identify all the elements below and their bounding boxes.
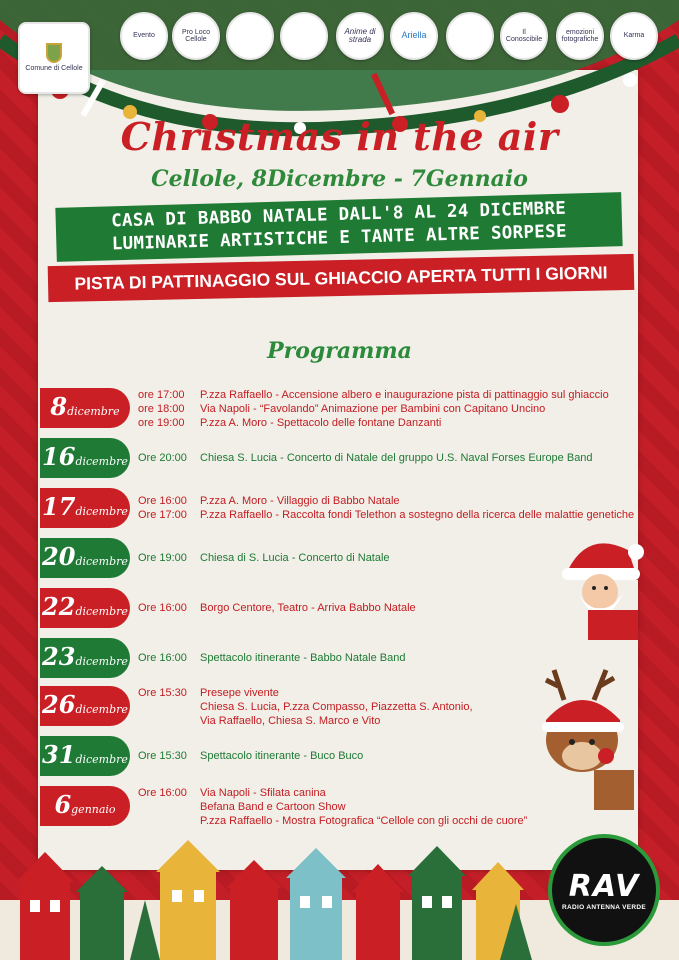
event-description: Via Raffaello, Chiesa S. Marco e Vito	[200, 715, 381, 727]
event-time: Ore 15:30	[138, 687, 187, 699]
date-month: dicembre	[75, 655, 128, 668]
date-month: dicembre	[75, 455, 128, 468]
event-line	[138, 416, 609, 430]
event-description: P.zza Raffaello - Accensione albero e inaugurazione pista di pattinaggio sul ghiaccio	[200, 389, 609, 401]
event-line	[138, 508, 634, 522]
event-details	[138, 749, 363, 763]
event-line	[138, 651, 405, 665]
event-description: Via Napoli - “Favolando” Animazione per Bambini con Capitano Uncino	[200, 403, 546, 415]
date-month: gennaio	[71, 803, 116, 816]
logo-comune	[18, 22, 90, 94]
logo-text: Comune di Cellole	[25, 65, 83, 73]
event-details	[138, 651, 405, 665]
event-description: P.zza A. Moro - Villaggio di Babbo Natale	[200, 495, 400, 507]
event-details	[138, 601, 416, 615]
date-day: 26	[42, 690, 76, 719]
event-details	[138, 451, 593, 465]
date-day: 23	[42, 642, 76, 671]
date-month: dicembre	[75, 555, 128, 568]
event-description: Chiesa S. Lucia, P.zza Compasso, Piazzetta S. Antonio,	[200, 701, 473, 713]
date-month: dicembre	[75, 505, 128, 518]
event-time: ore 18:00	[138, 403, 185, 415]
date-pill	[40, 588, 130, 628]
event-time: Ore 15:30	[138, 750, 187, 762]
event-time: Ore 17:00	[138, 509, 187, 521]
date-day: 31	[42, 740, 76, 769]
logo-11	[610, 12, 658, 60]
logo-text: Pro Loco Cellole	[181, 28, 211, 43]
date-day: 20	[42, 542, 76, 571]
logo-7	[390, 12, 438, 60]
event-line	[138, 551, 390, 565]
reindeer-illustration	[524, 660, 644, 810]
event-time	[138, 700, 200, 714]
rav-logo	[548, 834, 660, 946]
logo-9	[500, 12, 548, 60]
event-line	[138, 714, 473, 728]
event-time: Ore 16:00	[138, 787, 187, 799]
date-month: dicembre	[75, 753, 128, 766]
event-line	[138, 800, 527, 814]
event-line	[138, 814, 527, 828]
logo-text: Anime di strada	[344, 26, 376, 44]
logo-4	[226, 12, 274, 60]
date-pill	[40, 438, 130, 478]
event-description: P.zza Raffaello - Mostra Fotografica “Cellole con gli occhi de cuore”	[200, 815, 528, 827]
event-details	[138, 494, 634, 522]
event-time	[138, 714, 200, 728]
event-line	[138, 700, 473, 714]
event-description: Chiesa S. Lucia - Concerto di Natale del gruppo U.S. Naval Forses Europe Band	[200, 452, 593, 464]
logo-5	[280, 12, 328, 60]
event-details	[138, 686, 473, 728]
logo-10	[556, 12, 604, 60]
event-time: Ore 19:00	[138, 552, 187, 564]
event-time: Ore 16:00	[138, 652, 187, 664]
event-description: Chiesa di S. Lucia - Concerto di Natale	[200, 552, 390, 564]
event-line	[138, 786, 527, 800]
event-description: Befana Band e Cartoon Show	[200, 801, 346, 813]
date-pill	[40, 488, 130, 528]
date-day: 16	[42, 442, 76, 471]
logo-3	[172, 12, 220, 60]
logo-text: Karma	[623, 32, 645, 40]
banner-green-line-1: CASA DI BABBO NATALE DALL'8 AL 24 DICEMBRE	[110, 198, 567, 232]
event-line	[138, 749, 363, 763]
date-month: dicembre	[67, 405, 120, 418]
date-pill	[40, 786, 130, 826]
event-time	[138, 814, 200, 828]
event-time	[138, 800, 200, 814]
programma-heading: Programma	[267, 338, 412, 364]
event-line	[138, 494, 634, 508]
date-month: dicembre	[75, 703, 128, 716]
banner-green-line-2: LUMINARIE ARTISTICHE E TANTE ALTRE SORPESE	[111, 221, 568, 255]
santa-illustration	[548, 530, 648, 640]
event-details	[138, 786, 527, 828]
logo-2	[120, 12, 168, 60]
event-details	[138, 388, 609, 430]
date-day: 8	[50, 392, 68, 421]
event-description: Borgo Centore, Teatro - Arriva Babbo Natale	[200, 602, 416, 614]
poster-title: Christmas in the air	[120, 114, 559, 159]
date-day: 22	[42, 592, 76, 621]
sponsor-logos	[0, 12, 679, 82]
event-time: ore 19:00	[138, 417, 185, 429]
poster-subtitle: Cellole, 8Dicembre - 7Gennaio	[151, 166, 528, 192]
event-line	[138, 451, 593, 465]
logo-8	[446, 12, 494, 60]
date-day: 17	[42, 492, 76, 521]
logo-text: Il Conoscibile	[505, 28, 543, 43]
event-description: Spettacolo itinerante - Buco Buco	[200, 750, 364, 762]
date-pill	[40, 736, 130, 776]
date-pill	[40, 638, 130, 678]
logo-text: Ariella	[401, 30, 427, 41]
date-day: 6	[54, 790, 72, 819]
date-pill	[40, 686, 130, 726]
event-time: Ore 16:00	[138, 602, 187, 614]
event-description: Via Napoli - Sfilata canina	[200, 787, 326, 799]
logo-6	[336, 12, 384, 60]
event-line	[138, 388, 609, 402]
shield-icon	[46, 43, 62, 63]
event-details	[138, 551, 390, 565]
date-pill	[40, 388, 130, 428]
date-month: dicembre	[75, 605, 128, 618]
event-line	[138, 686, 473, 700]
event-description: Spettacolo itinerante - Babbo Natale Band	[200, 652, 406, 664]
rav-logo-text: RAV	[568, 869, 640, 904]
event-description: Presepe vivente	[200, 687, 279, 699]
logo-text: emozioni fotografiche	[561, 28, 599, 43]
event-description: P.zza A. Moro - Spettacolo delle fontane Danzanti	[200, 417, 442, 429]
banner-red: PISTA DI PATTINAGGIO SUL GHIACCIO APERTA TUTTI I GIORNI	[48, 254, 635, 302]
event-time: Ore 16:00	[138, 495, 187, 507]
event-time: ore 17:00	[138, 389, 185, 401]
event-description: P.zza Raffaello - Raccolta fondi Telethon a sostegno della ricerca delle malattie genetiche	[200, 509, 635, 521]
event-line	[138, 402, 609, 416]
date-pill	[40, 538, 130, 578]
event-line	[138, 601, 416, 615]
rav-name: RADIO ANTENNA VERDE	[562, 904, 646, 911]
logo-text: Evento	[133, 32, 155, 40]
event-time: Ore 20:00	[138, 452, 187, 464]
